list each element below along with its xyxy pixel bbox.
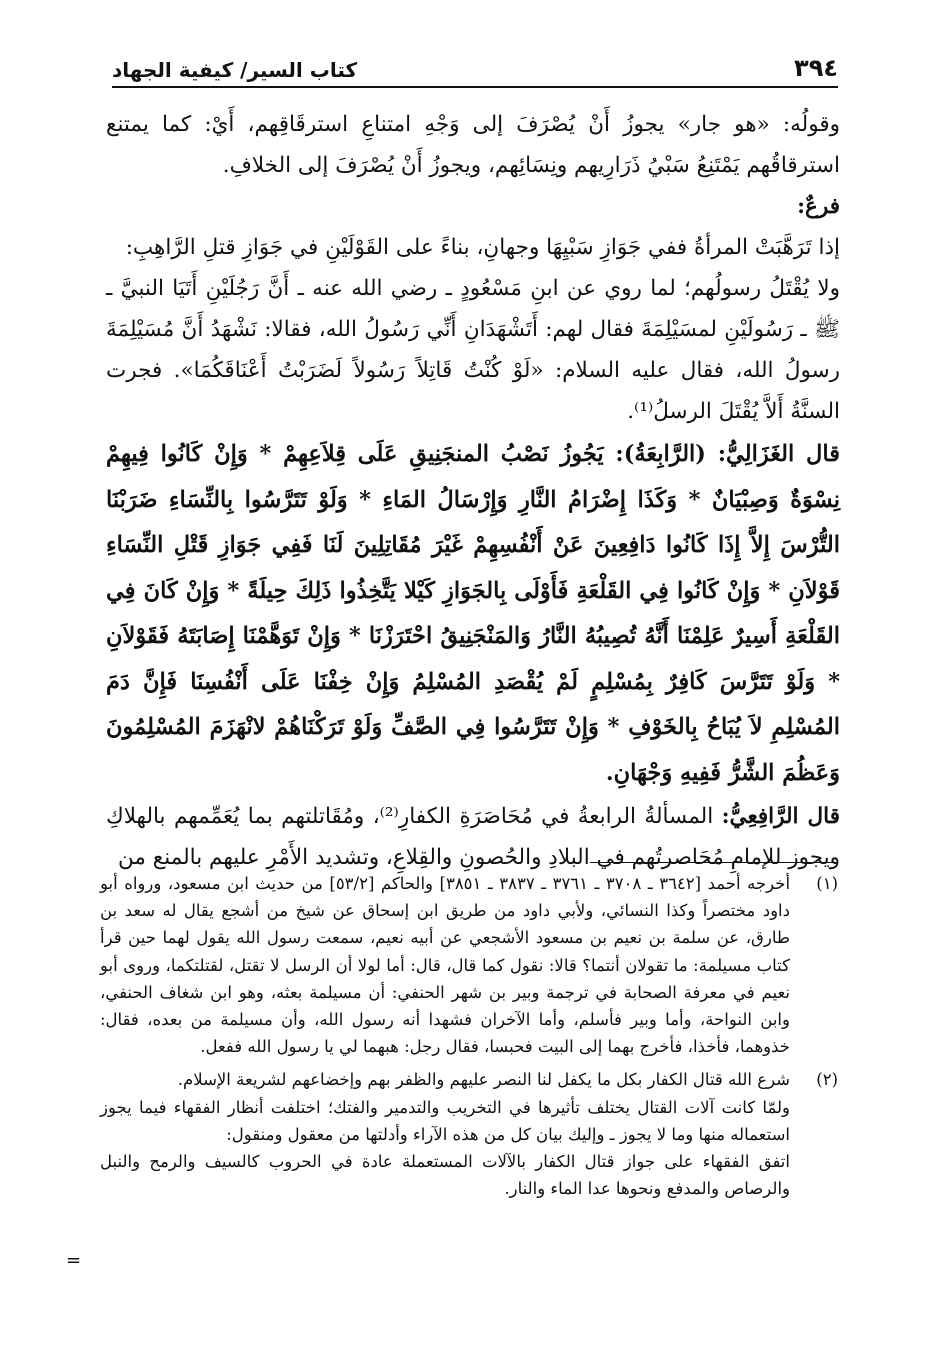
footnote-line: اتفق الفقهاء على جواز قتال الكفار بالآلات المستعملة عادة في الحروب كالسيف والرمح والنبل والرصاص والمدفع ونحوها عدا الماء والنار. [100, 1152, 790, 1199]
continuation-mark: = [66, 1250, 82, 1271]
footnote-2 [100, 1066, 838, 1202]
footnote-number: (١) [816, 874, 838, 893]
rafii-paragraph [106, 796, 840, 878]
footnote-line: شرع الله قتال الكفار بكل ما يكفل لنا النصر عليهم والظفر بهم وإخضاعهم لشريعة الإسلام. [177, 1070, 790, 1090]
paragraph-3: ولا يُقْتَلُ رسولُهم؛ لما روي عن ابنِ مَسْعُودٍ ـ رضي الله عنه ـ أَنَّ رَجُلَيْنِ أَتَيَا النبيَّ ـ ﷺ ـ رَسُولَيْنِ لمسَيْلِمَةَ فقال لهم: أَتَشْهَدَانِ أَنِّي رَسُولُ الله، فقالا: نَشْهَدُ أَنَّ مُسَيْلِمَةَ رسولُ الله، فقال عليه السلام: «لَوْ كُنْتُ قَاتِلاً رَسُولاً لَضَرَبْتُ أَعْنَاقَكُمَا». فجرت السنَّةُ أَلاَّ يُقْتَلَ الرسلُ⁽¹⁾. [106, 276, 840, 424]
paragraph-2: إذا تَرَهَّبَتْ المرأةُ ففي جَوَازِ سَبْيِهَا وجهانِ، بناءً على القَوْلَيْنِ في جَوَازِ قتلِ الرَّاهِبِ: [125, 235, 840, 260]
rafii-text: المسألةُ الرابعةُ في مُحَاصَرَةِ الكفارِ⁽²⁾، ومُقَاتلتهم بما يُعَمِّمهم بالهلاكِ ويجوز للإمامِ مُحَاصرتُهم في البلادِ والحُصونِ والقِلاعِ، وتشديد الأَمْرِ عليهم بالمنع من [106, 804, 840, 870]
ghazali-text: قال الغَزَالِيُّ: (الرَّابِعَةُ): يَجُوزُ نَصْبُ المنجَنِيقِ عَلَى قِلاَعِهِمْ * وَإِنْ كَانُوا فِيهِمْ نِسْوَةٌ وَصِبْيَانٌ * وَكَذَا إِضْرَامُ النَّارِ وَإِرْسَالُ المَاءِ * وَلَوْ تَتَرَّسُوا بِالنِّسَاءِ ضَرَبْنَا التُّرْسَ إِلاَّ إِذَا كَانُوا دَافِعِينَ عَنْ أَنْفُسِهِمْ غَيْرَ مُقَاتِلِينَ لَنَا فَفِي جَوَازِ قَتْلِ النِّسَاءِ قَوْلاَنِ * وَإِنْ كَانُوا فِي القَلْعَةِ فَأَوْلَى بِالجَوَازِ كَيْلا يَتَّخِذُوا ذَلِكَ حِيلَةً * وَإِنْ كَانَ فِي القَلْعَةِ أَسِيرٌ عَلِمْنَا أَنَّهُ تُصِيبُهُ النَّارُ وَالمَنْجَنِيقُ احْتَرَزْنَا * وَإِنْ تَوَهَّمْنَا إِصَابَتَهُ فَقَوْلاَنِ * وَلَوْ تَتَرَّسَ كَافِرٌ بِمُسْلِمٍ لَمْ يُقْصَدِ المُسْلِمُ وَإِنْ خِفْنَا عَلَى أَنْفُسِنَا فَإِنَّ دَمَ المُسْلِمِ لاَ يُبَاحُ بِالخَوْفِ * وَإِنْ تَتَرَّسُوا فِي الصَّفِّ وَلَوْ تَرَكْنَاهُمْ لانْهَزَمَ المُسْلِمُونَ وَعَظُمَ الشَّرُّ فَفِيهِ وَجْهَانِ. [106, 441, 840, 786]
footnote-separator [590, 862, 838, 863]
footnote-number: (٢) [816, 1070, 838, 1090]
chapter-title: كتاب السير/ كيفية الجهاد [112, 58, 358, 82]
footnotes [100, 870, 838, 1208]
footnote-text: أخرجه أحمد [٣٦٤٢ ـ ٣٧٠٨ ـ ٣٧٦١ ـ ٣٨٣٧ ـ ٣٨٥١] والحاكم [٥٣/٢] من حديث ابن مسعود، ورواه أبو داود مختصراً وكذا النسائي، ولأبي داود من طريق ابن إسحاق عن شيخ من أشجع يقال له سعد بن طارق، عن سلمة بن نعيم بن مسعود الأشجعي عن أبيه نعيم، سمعت رسول الله يقول لهما حين قرأ كتاب مسيلمة: ما تقولان أنتما؟ قالا: نقول كما قال، قال: أما لولا أن الرسل لا تقتل، لقتلتكما، وروى أبو نعيم في معرفة الصحابة في ترجمة وبير بن شهر الحنفي: أن مسيلمة بعثه، وهو ابن شغاف الحنفي، وابن النواحة، وأما وبير فأسلم، وأما الآخران فشهدا أنه رسول الله، وأن مسيلمة من بعده، فقال: خذوهما، فأخذا، فأخرج بهما إلى البيت فحبسا، فقال رجل: هبهما لي يا رسول الله ففعل. [100, 874, 791, 1057]
main-text [106, 104, 840, 878]
footnote-1 [100, 870, 838, 1060]
rafii-label: قال الرَّافِعِيُّ: [721, 804, 840, 829]
page-number: ٣٩٤ [794, 54, 838, 82]
paragraph-1: وقولُه: «هو جار» يجوزُ أَنْ يُصْرَفَ إلى وَجْهِ امتناعِ استرقَاقِهم، أَيْ: كما يمتنع استرقاقُهم يَمْتَنِعُ سَبْيُ ذَرَارِيهم ونِسَائِهم، ويجوزُ أَنْ يُصْرَفَ إلى الخلافِ. [106, 112, 840, 178]
running-header [112, 42, 838, 88]
footnote-line: ولمّا كانت آلات القتال يختلف تأثيرها في التخريب والتدمير والفتك؛ اختلفت أنظار الفقهاء فيما يجوز استعماله منها وما لا يجوز ـ وإليك بيان كل من هذه الآراء وأدلتها من معقول ومنقول: [100, 1097, 790, 1144]
far-heading: فرعٌ: [797, 194, 840, 219]
